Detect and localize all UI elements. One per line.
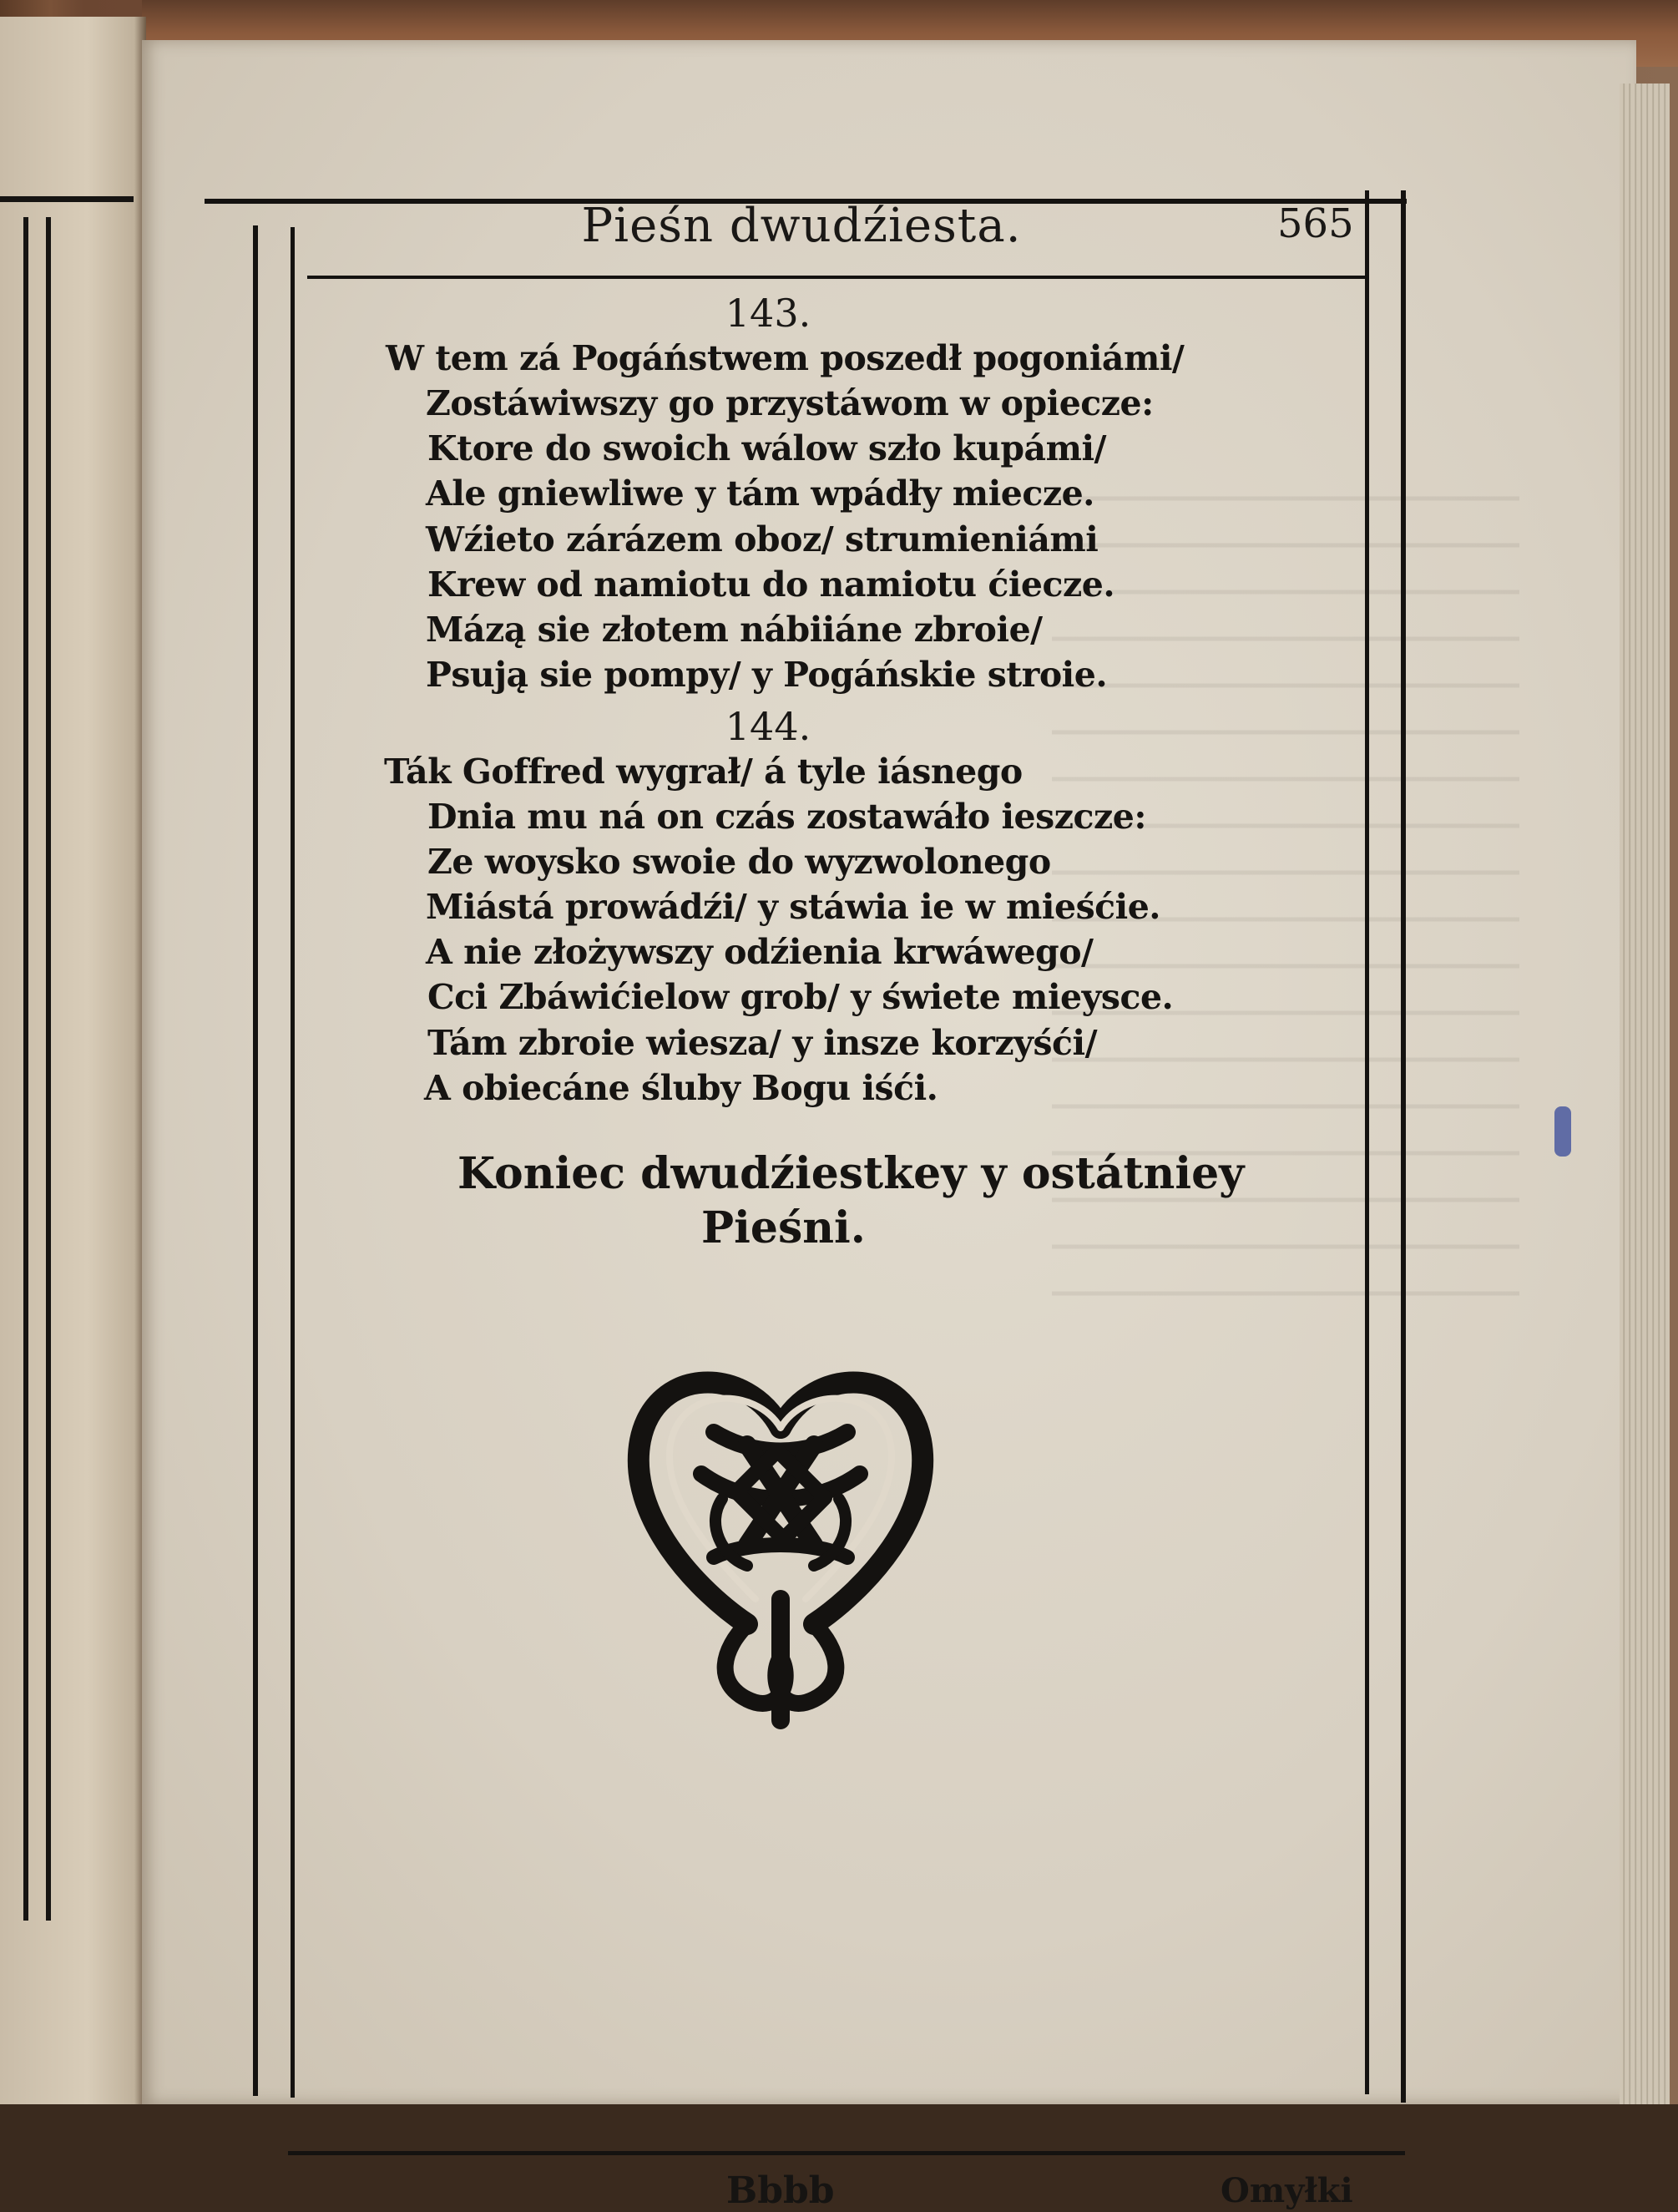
frame-left-outer <box>253 225 258 2096</box>
verse-line: W tem zá Pogáństwem poszedł pogoniámi/ <box>386 338 1185 378</box>
page-title: Pieśn dwudźiesta. <box>581 199 1022 253</box>
page-stack-edges <box>1620 84 1670 2104</box>
stanza-number: 143. <box>725 291 811 336</box>
verse-line: Ale gniewliwe y tám wpádły miecze. <box>426 473 1094 514</box>
stanza-number: 144. <box>725 704 811 749</box>
verse-line: Ze woysko swoie do wyzwolonego <box>427 842 1051 882</box>
knotwork-heart-icon <box>622 1349 939 1724</box>
catchword: Omyłki <box>1221 2171 1353 2210</box>
colophon-line: Koniec dwudźiestkey y ostátniey <box>457 1148 1245 1199</box>
header-rule <box>307 276 1367 279</box>
colophon-line: Pieśni. <box>701 1202 866 1253</box>
verse-line: Dnia mu ná on czás zostawáło ieszcze: <box>427 797 1146 837</box>
page-number: 565 <box>1277 200 1354 247</box>
verse-line: Wźieto zárázem oboz/ strumieniámi <box>426 519 1099 559</box>
frame-left-inner <box>291 227 295 2098</box>
signature-mark: Bbbb <box>726 2169 835 2212</box>
verse-line: Tám zbroie wiesza/ y insze korzyśći/ <box>427 1023 1098 1063</box>
verse-line: Psują sie pompy/ y Pogáńskie stroie. <box>426 655 1108 695</box>
verse-line: Mázą sie złotem nábiiáne zbroie/ <box>426 610 1043 650</box>
left-page-rule <box>23 217 28 1921</box>
ink-stain <box>1554 1106 1571 1157</box>
left-page-fragment <box>0 17 146 2104</box>
left-page-rule <box>46 217 51 1921</box>
verse-line: Krew od namiotu do namiotu ćiecze. <box>427 564 1115 605</box>
frame-right-outer <box>1401 190 1406 2103</box>
frame-bottom-rule <box>288 2151 1405 2155</box>
verse-line: A nie złożywszy odźienia krwáwego/ <box>426 932 1094 972</box>
verse-line: Miástá prowádźi/ y stáwia ie w mieśćie. <box>426 887 1161 927</box>
verse-line: Ták Goffred wygrał/ á tyle iásnego <box>384 752 1023 792</box>
verse-line: Ktore do swoich wálow szło kupámi/ <box>427 428 1107 468</box>
verse-line: Cci Zbáwićielow grob/ y świete mieysce. <box>427 977 1174 1017</box>
left-page-rule <box>0 196 134 202</box>
frame-right-inner <box>1365 190 1369 2094</box>
verse-line: Zostáwiwszy go przystáwom w opiecze: <box>426 383 1154 423</box>
verse-line: A obiecáne śluby Bogu iśći. <box>424 1068 938 1108</box>
